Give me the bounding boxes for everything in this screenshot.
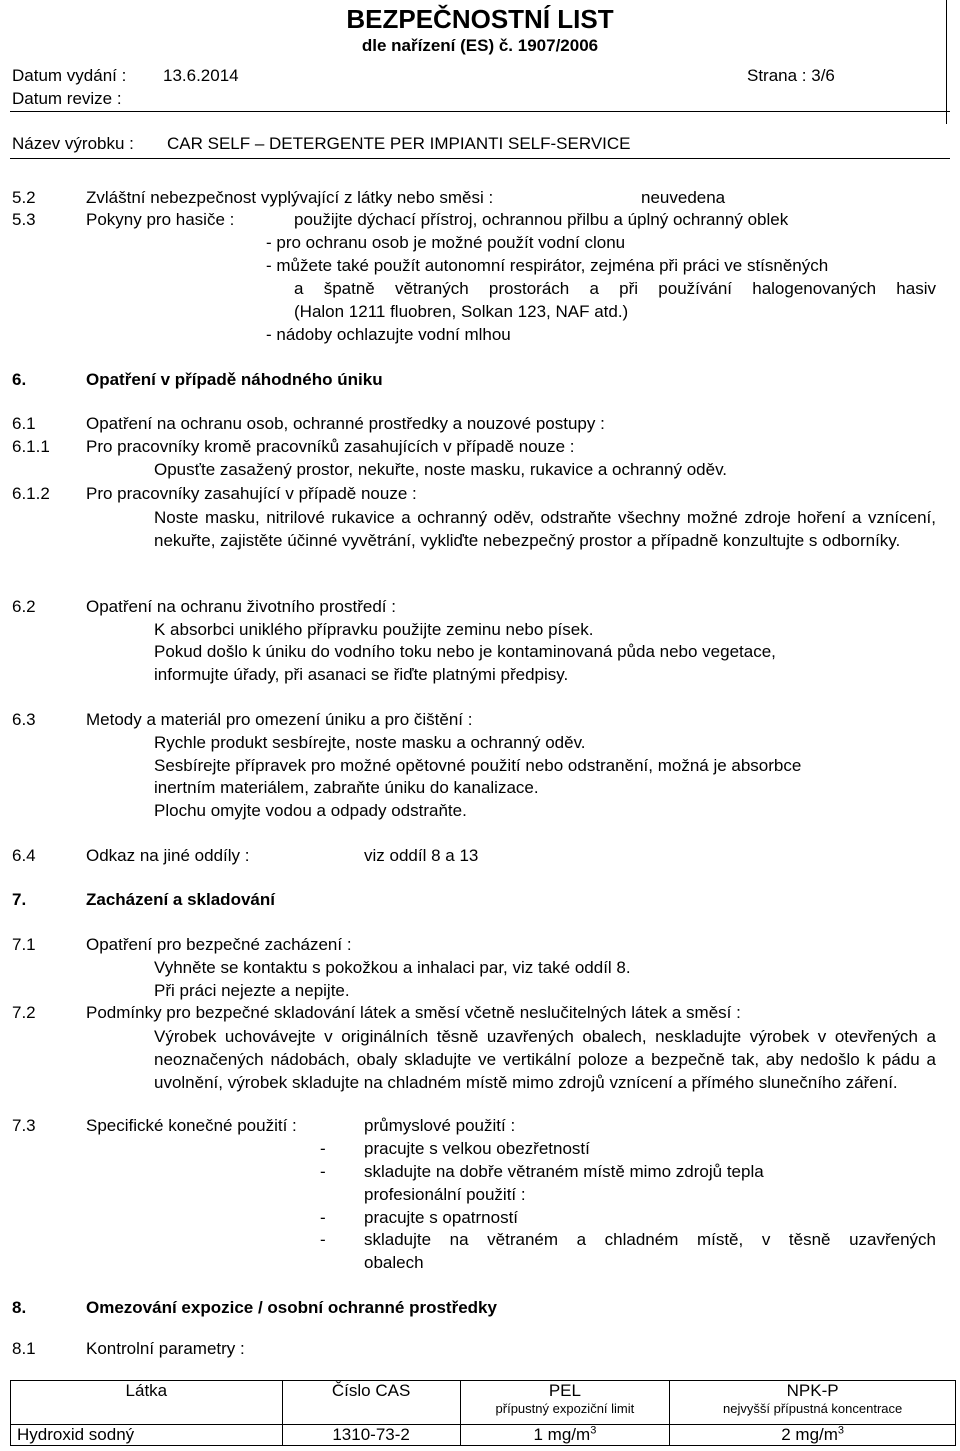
header-sublabel: nejvyšší přípustná koncentrace [723,1401,903,1416]
header-label: Látka [125,1381,168,1400]
section-num: 6.1 [12,414,36,433]
text-paragraph: Výrobek uchovávejte v originálních těsně uzavřených obalech, neskladujte výrobek v otevřených a neoznačených nádobách, obaly skladujte ve vertikální poloze a bezpečně tak, aby nedošlo k pádu a uvolnění, výrobek skladujte na chladném místě mimo zdrojů vznícení a přímého slunečního záření. [154,1027,936,1092]
cell-cas: 1310-73-2 [282,1425,460,1446]
section-heading: Zacházení a skladování [86,890,275,909]
section-label: Metody a materiál pro omezení úniku a pro čištění : [86,710,473,729]
list-item: skladujte na dobře větraném místě mimo zdrojů tepla [364,1162,764,1181]
list-bullet: - [320,1162,326,1181]
section-label: Pro pracovníky kromě pracovníků zasahujících v případě nouze : [86,437,575,456]
list-bullet: - [320,1230,326,1249]
section-num: 5.3 [12,210,36,229]
list-item: skladujte na větraném a chladném místě, v těsně uzavřených [364,1230,936,1249]
text-line: Při práci nejezte a nepijte. [154,981,350,1000]
section-label: Pro pracovníky zasahující v případě nouze : [86,484,417,503]
text-line: informujte úřady, při asanaci se řiďte platnými předpisy. [154,665,569,684]
section-num: 6.2 [12,597,36,616]
text-line: (Halon 1211 fluobren, Solkan 123, NAF atd.) [294,302,629,321]
header-divider-bottom [10,158,950,159]
section-num: 8.1 [12,1339,36,1358]
section-heading-num: 7. [12,890,27,909]
text-line: - nádoby ochlazujte vodní mlhou [266,325,511,344]
section-num: 6.3 [12,710,36,729]
issue-date: 13.6.2014 [163,66,239,85]
header-sublabel: přípustný expoziční limit [495,1401,635,1416]
section-label: Specifické konečné použití : [86,1116,297,1135]
section-heading-num: 6. [12,370,27,389]
section-num: 7.2 [12,1003,36,1022]
section-label: Pokyny pro hasiče : [86,210,235,229]
table-header-row [11,1381,956,1425]
use-category: profesionální použití : [364,1185,526,1204]
text-line: K absorbci uniklého přípravku použijte zeminu nebo písek. [154,620,594,639]
text-line: použijte dýchací přístroj, ochrannou přilbu a úplný ochranný oblek [294,210,789,229]
list-bullet: - [320,1139,326,1158]
section-heading-num: 8. [12,1298,27,1317]
text-line: Sesbírejte přípravek pro možné opětovné použití nebo odstranění, možná je absorbce [154,756,802,775]
col-header-cas [282,1381,460,1425]
text-line: - pro ochranu osob je možné použít vodní clonu [266,233,626,252]
cell-pel [460,1425,670,1446]
cell-substance: Hydroxid sodný [11,1425,283,1446]
list-item-continued: obalech [364,1253,424,1272]
list-item: pracujte s opatrností [364,1208,519,1227]
section-num: 6.1.2 [12,484,50,503]
npk-value: 2 mg/m [781,1425,838,1444]
issue-date-label: Datum vydání : [12,66,127,85]
section-heading: Omezování expozice / osobní ochranné prostředky [86,1298,497,1317]
text-line: Pokud došlo k úniku do vodního toku nebo je kontaminovaná půda nebo vegetace, [154,642,776,661]
section-label: Odkaz na jiné oddíly : [86,846,250,865]
text-line: Vyhněte se kontaktu s pokožkou a inhalaci par, viz také oddíl 8. [154,958,631,977]
section-num: 6.4 [12,846,36,865]
col-header-npk [670,1381,956,1425]
unit-exponent: 3 [590,1424,597,1437]
product-name: CAR SELF – DETERGENTE PER IMPIANTI SELF-SERVICE [167,134,631,153]
section-heading: Opatření v případě náhodného úniku [86,370,383,389]
table-row [11,1425,956,1446]
text-paragraph: Noste masku, nitrilové rukavice a ochranný oděv, odstraňte všechny možné zdroje hoření a vznícení, nekuřte, zajistěte účinné vyvětrání, vykliďte nebezpečný prostor a případně konzultujte s odborníky. [154,508,936,550]
text-line: - můžete také použít autonomní respirátor, zejména při práci ve stísněných [266,256,829,275]
header-right-border [946,0,947,124]
pel-value: 1 mg/m [533,1425,591,1444]
list-item: pracujte s velkou obezřetností [364,1139,590,1158]
col-header-pel [460,1381,670,1425]
use-category: průmyslové použití : [364,1116,516,1135]
section-value: viz oddíl 8 a 13 [364,846,479,865]
document-subtitle: dle nařízení (ES) č. 1907/2006 [361,36,599,55]
section-label: Zvláštní nebezpečnost vyplývající z látky nebo směsi : [86,188,494,207]
header-label: PEL [548,1381,581,1400]
section-label: Opatření na ochranu životního prostředí : [86,597,396,616]
section-value: neuvedena [641,188,726,207]
section-num: 7.3 [12,1116,36,1135]
text-line: Plochu omyjte vodou a odpady odstraňte. [154,801,467,820]
section-label: Podmínky pro bezpečné skladování látek a směsí včetně neslučitelných látek a směsí : [86,1003,741,1022]
exposure-limits-table [10,1380,956,1446]
section-num: 7.1 [12,935,36,954]
section-num: 5.2 [12,188,36,207]
document-title: BEZPEČNOSTNÍ LIST [346,4,614,34]
header-divider-top [10,111,950,112]
list-bullet: - [320,1208,326,1227]
page-number: Strana : 3/6 [747,66,835,85]
cell-npk [670,1425,956,1446]
product-label: Název výrobku : [12,134,134,153]
section-label: Kontrolní parametry : [86,1339,245,1358]
header-label: NPK-P [786,1381,839,1400]
header-label: Číslo CAS [331,1381,411,1400]
revision-date-label: Datum revize : [12,89,122,108]
section-label: Opatření pro bezpečné zacházení : [86,935,352,954]
text-line: inertním materiálem, zabraňte úniku do kanalizace. [154,778,539,797]
col-header-substance [11,1381,283,1425]
section-label: Opatření na ochranu osob, ochranné prostředky a nouzové postupy : [86,414,605,433]
text-line: Opusťte zasažený prostor, nekuřte, noste masku, rukavice a ochranný oděv. [154,460,728,479]
section-num: 6.1.1 [12,437,50,456]
text-line: Rychle produkt sesbírejte, noste masku a ochranný oděv. [154,733,586,752]
unit-exponent: 3 [837,1424,845,1437]
text-line: a špatně větraných prostorách a při používání halogenovaných hasiv [294,279,936,298]
